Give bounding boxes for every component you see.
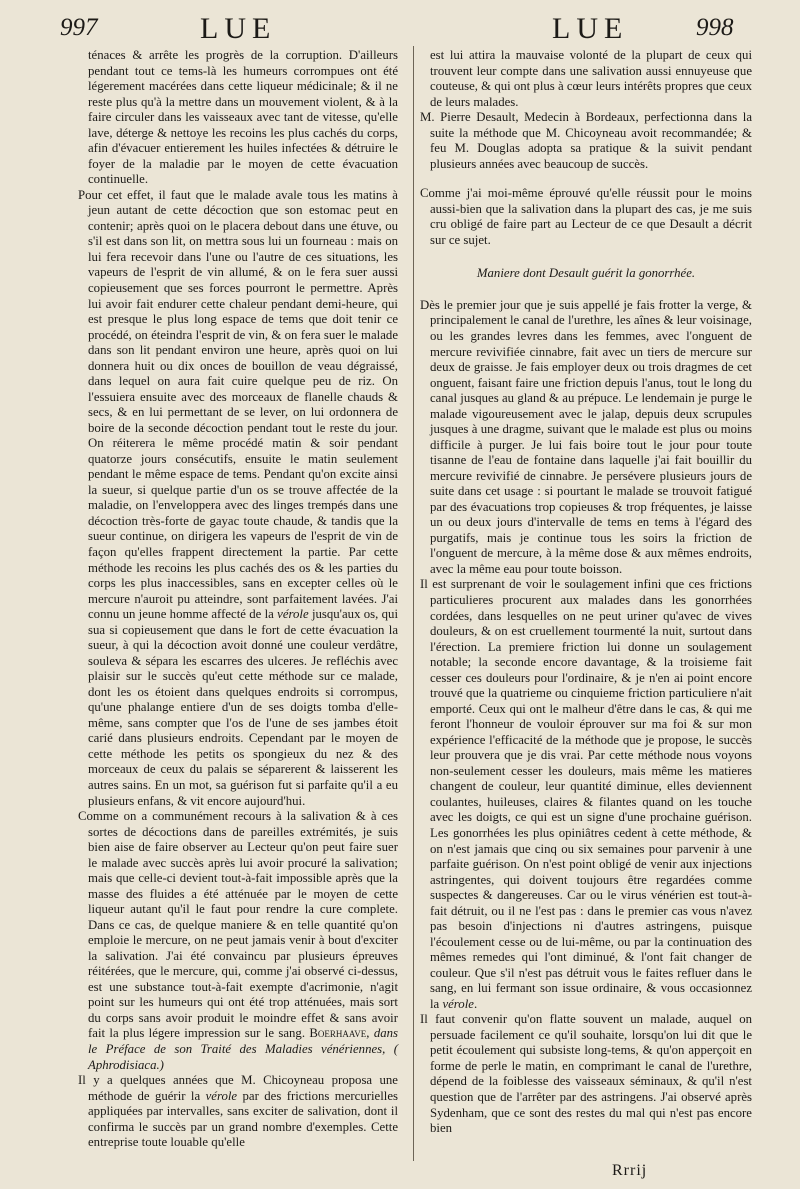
paragraph [78,188,398,809]
signature-mark: Rrrij [612,1162,648,1179]
text-run: Pour cet effet, il faut que le malade avale tous les matins à jeun autant de cette décoction que son estomac peut en contenir; après quoi on le placera debout dans une étuve, ou s'il est dans son lit, on mettra sous lui un fourneau : mais on lui fera recevoir dans l'une ou l'autre de ces situations, les vapeurs de l'esprit de vin allumé, & on le fera suer aussi copieusement que ses forces pourront le permettre. Après lui avoir fait endurer cette chaleur pendant demi-heure, qui est presque le plus long espace de tems que doit tenir ce procédé, on éteindra l'esprit de vin, & on fera suer le malade dans son lit pendant environ une heure, après quoi on lui donnera huit ou dix onces de bouillon de veau dégraissé, dans lequel on aura fait cuire quelque peu de riz. On l'essuiera ensuite avec des morceaux de flanelle chauds & secs, & en lui permettant de se lever, on lui ordonnera de boire de la seconde décoction pendant tout le reste du jour. On réiterera le même procédé matin & soir pendant quatorze jours consécutifs, ensuite le matin seulement pendant le même espace de tems. Pendant qu'on excite ainsi la sueur, si quelque partie d'un os se trouve affectée de la maladie, on l'enveloppera avec des linges trempés dans une décoction très-forte de gayac toute chaude, & tandis que la sueur continue, on dirigera les vapeurs de l'esprit de vin de façon qu'elles frappent directement la partie. Par cette méthode les recoins les plus cachés des os & les parties du corps les plus inaccessibles, sans en excepter celles où le mercure n'auroit pu atteindre, sont parfaitement lavées. J'ai connu un jeune homme affecté de la [78,187,398,622]
page-header [0,8,800,48]
paragraph [78,809,398,1073]
italic-term: vérole [442,996,474,1011]
left-column [78,48,398,1151]
page-number-right: 998 [696,14,734,41]
text-run: par des frictions mercurielles appliquées par intervalles, sans exciter de salivation, dont il confirma le succès par un grand nombre d'exemples. Cette entreprise toute louable qu'elle [88,1088,398,1150]
text-run: Il est surprenant de voir le soulagement infini que ces frictions particulieres procurent aux malades dans les gonorrhées cordées, dans lesquelles on ne peut uriner qu'avec de vives douleurs, & on est cruellement tourmenté la nuit, surtout dans l'érection. La premiere friction lui donne un soulagement notable; la seconde encore davantage, & la troisieme fait cesser ces douleurs pour l'ordinaire, & je n'en ai point encore trouvé que la quatrieme ou cinquieme friction particuliere n'ait emporté. Ceux qui ont le malheur d'être dans le cas, & qui me feront l'honneur de vouloir éprouver sur ma foi & sur mon expérience l'efficacité de la méthode que je propose, le succès leur prouvera que je dis vrai. Par cette méthode nous voyons non-seulement cesser les douleurs, mais même les matieres changent de couleur, leur quantité diminue, elles deviennent coulantes, huileuses, claires & filantes quand on les touche avec les doigts, ce qui est un signe d'une prochaine guérison. Les gonorrhées les plus opiniâtres cedent à cette méthode, & on n'est jamais que cinq ou six semaines pour parvenir à une parfaite guérison. On n'est point obligé de venir aux injections astringentes, qui doivent toujours être regardées comme suspectes & dangereuses. Car ou le virus vénérien est tout-à-fait détruit, ou il ne l'est pas : dans le premier cas vous n'avez pas besoin d'injections ni d'autres astringens, puisque l'écoulement cesse ou de lui-même, ou par la continuation des mêmes remedes qui l'ont diminué, & l'ont fait changer de couleur. Que s'il n'est pas détruit vous le faites refluer dans le sang, en lui fermant son issue ordinaire, & vous occasionnez la [420,577,752,1011]
text-run: . [473,996,478,1011]
text-run: Comme on a communément recours à la salivation & à ces sortes de décoctions dans de pareilles extrémités, je suis bien aise de faire observer au Lecteur qu'on peut faire suer le malade avec succès après lui avoir procuré la salivation; mais que celle-ci devient tout-à-fait impossible après que la masse des fluides a été atténuée par le moyen de cette liqueur autant qu'il le faut pour rendre la cure complete. Dans ce cas, de quelque maniere & en telle quantité qu'on emploie le mercure, on ne peut jamais venir à bout d'exciter la salivation. J'ai été convaincu par plusieurs épreuves réitérées, que le mercure, qui, comme j'ai observé ci-dessus, est une substance tout-à-fait exempte d'acrimonie, n'agit point sur les humeurs qui ont été trop atténuées, mais sort du corps sans avoir produit le moindre effet & sans avoir fait la plus légere impression sur le sang. [78,809,398,1041]
paragraph [78,1073,398,1151]
running-head-right: LUE [552,12,629,45]
section-title: Maniere dont Desault guérit la gonorrhée. [476,266,696,281]
running-head-left: LUE [200,12,277,45]
italic-term: vérole [277,607,309,622]
paragraph: M. Pierre Desault, Medecin à Bordeaux, perfectionna dans la suite la méthode que M. Chicoyneau avoit recommandée; & feu M. Douglas adopta sa pratique & la suivit pendant plusieurs années avec beaucoup de succès. [420,110,752,171]
text-run: jusqu'aux os, qui sua si copieusement que dans le fort de cette évacuation la sueur, à qui la décoction avoit donné une couleur verdâtre, souleva & sépara les escarres des ulceres. Je refléchis avec plaisir sur le succès qu'eut cette méthode sur ce malade, dont les os étoient dans quelques endroits si corrompus, qu'une phalange entiere d'un de ses doigts tomba d'elle-même, sans compter que l'os de l'une de ses jambes étoit carié dans plusieurs endroits. Cependant par le moyen de cette méthode les petits os spongieux du nez & des morceaux de ceux du palais se séparerent & laisserent les autres sains. En un mot, sa guérison fut si parfaite qu'il a eu plusieurs enfans, & vit encore aujourd'hui. [88,607,398,808]
italic-term: vérole [205,1088,238,1103]
paragraph: Comme j'ai moi-même éprouvé qu'elle réussit pour le moins aussi-bien que la salivation dans la plupart des cas, je me suis cru obligé de faire part au Lecteur de ce que Desault a décrit sur ce sujet. [420,186,752,247]
paragraph: est lui attira la mauvaise volonté de la plupart de ceux qui trouvent leur compte dans une salivation aussi ennuyeuse que couteuse, & qui ont plus à cœur leurs intérêts propres que ceux de leurs malades. [430,48,752,109]
column-divider [413,46,414,1161]
text-run: Il y a quelques années que M. Chicoyneau proposa une méthode de guérir la [78,1073,398,1103]
paragraph: Il faut convenir qu'on flatte souvent un malade, auquel on persuade facilement ce qu'il souhaite, lorsqu'on lui dit que le petit écoulement qui subsiste long-tems, & qu'on apperçoit en forme de perle le matin, en comprimant le canal de l'urethre, dépend de la foiblesse des vaisseaux séminaux, & qu'il n'est question que de l'arrêter par des astringens. J'ai observé après Sydenham, que ce sont des restes du mal qui n'est pas encore bien [420,1012,752,1136]
page-number-left: 997 [60,14,98,41]
citation: , dans le Préface de son Traité des Maladies vénériennes, ( Aphrodisiaca.) [88,1026,398,1072]
paragraph: ténaces & arrête les progrès de la corruption. D'ailleurs pendant tout ce tems-là les humeurs corrompues ont été légerement macérées dans cette liqueur médicinale; & il ne reste plus qu'à la mettre dans un mouvement violent, & à la faire circuler dans les vaisseaux avec tant de vitesse, qu'elle lave, déterge & nettoye les recoins les plus cachés du corps, afin d'évacuer entierement les huiles infectées & détruire le foyer de la maladie par le moyen de cette évacuation continuelle. [88,48,398,187]
paragraph: Dès le premier jour que je suis appellé je fais frotter la verge, & principalement le canal de l'urethre, les aînes & leur voisinage, ou les grandes levres dans les femmes, avec l'onguent de mercure revivifiée cinnabre, fait avec un tiers de mercure sur deux de graisse. Je fais employer deux ou trois dragmes de cet onguent, faisant faire une friction depuis l'anus, tout le long du canal jusques au gland & au prépuce. Le lendemain je purge le malade vigoureusement avec le jalap, depuis deux scrupules jusques à une dragme, suivant que le malade est plus ou moins difficile à purger. Je lui fais boire tout le jour pour toute tisanne de l'eau de fontaine dans laquelle j'ai fait bouillir du mercure revivifié de cinnabre. Je persévere plusieurs jours de suite dans cet usage : si pourtant le malade se trouvoit fatigué par des évacuations trop copieuses & trop fréquentes, je laisse un ou deux jours d'intervalle de tems en tems à l'égard des purgatifs, mais je continue tous les soirs la friction de l'onguent de mercure, à la même dose & aux mêmes endroits, avec la même eau pour toute boisson. [420,297,752,576]
right-column [420,48,752,1137]
paragraph [420,577,752,1012]
author-name: Boerhaave [309,1026,367,1041]
